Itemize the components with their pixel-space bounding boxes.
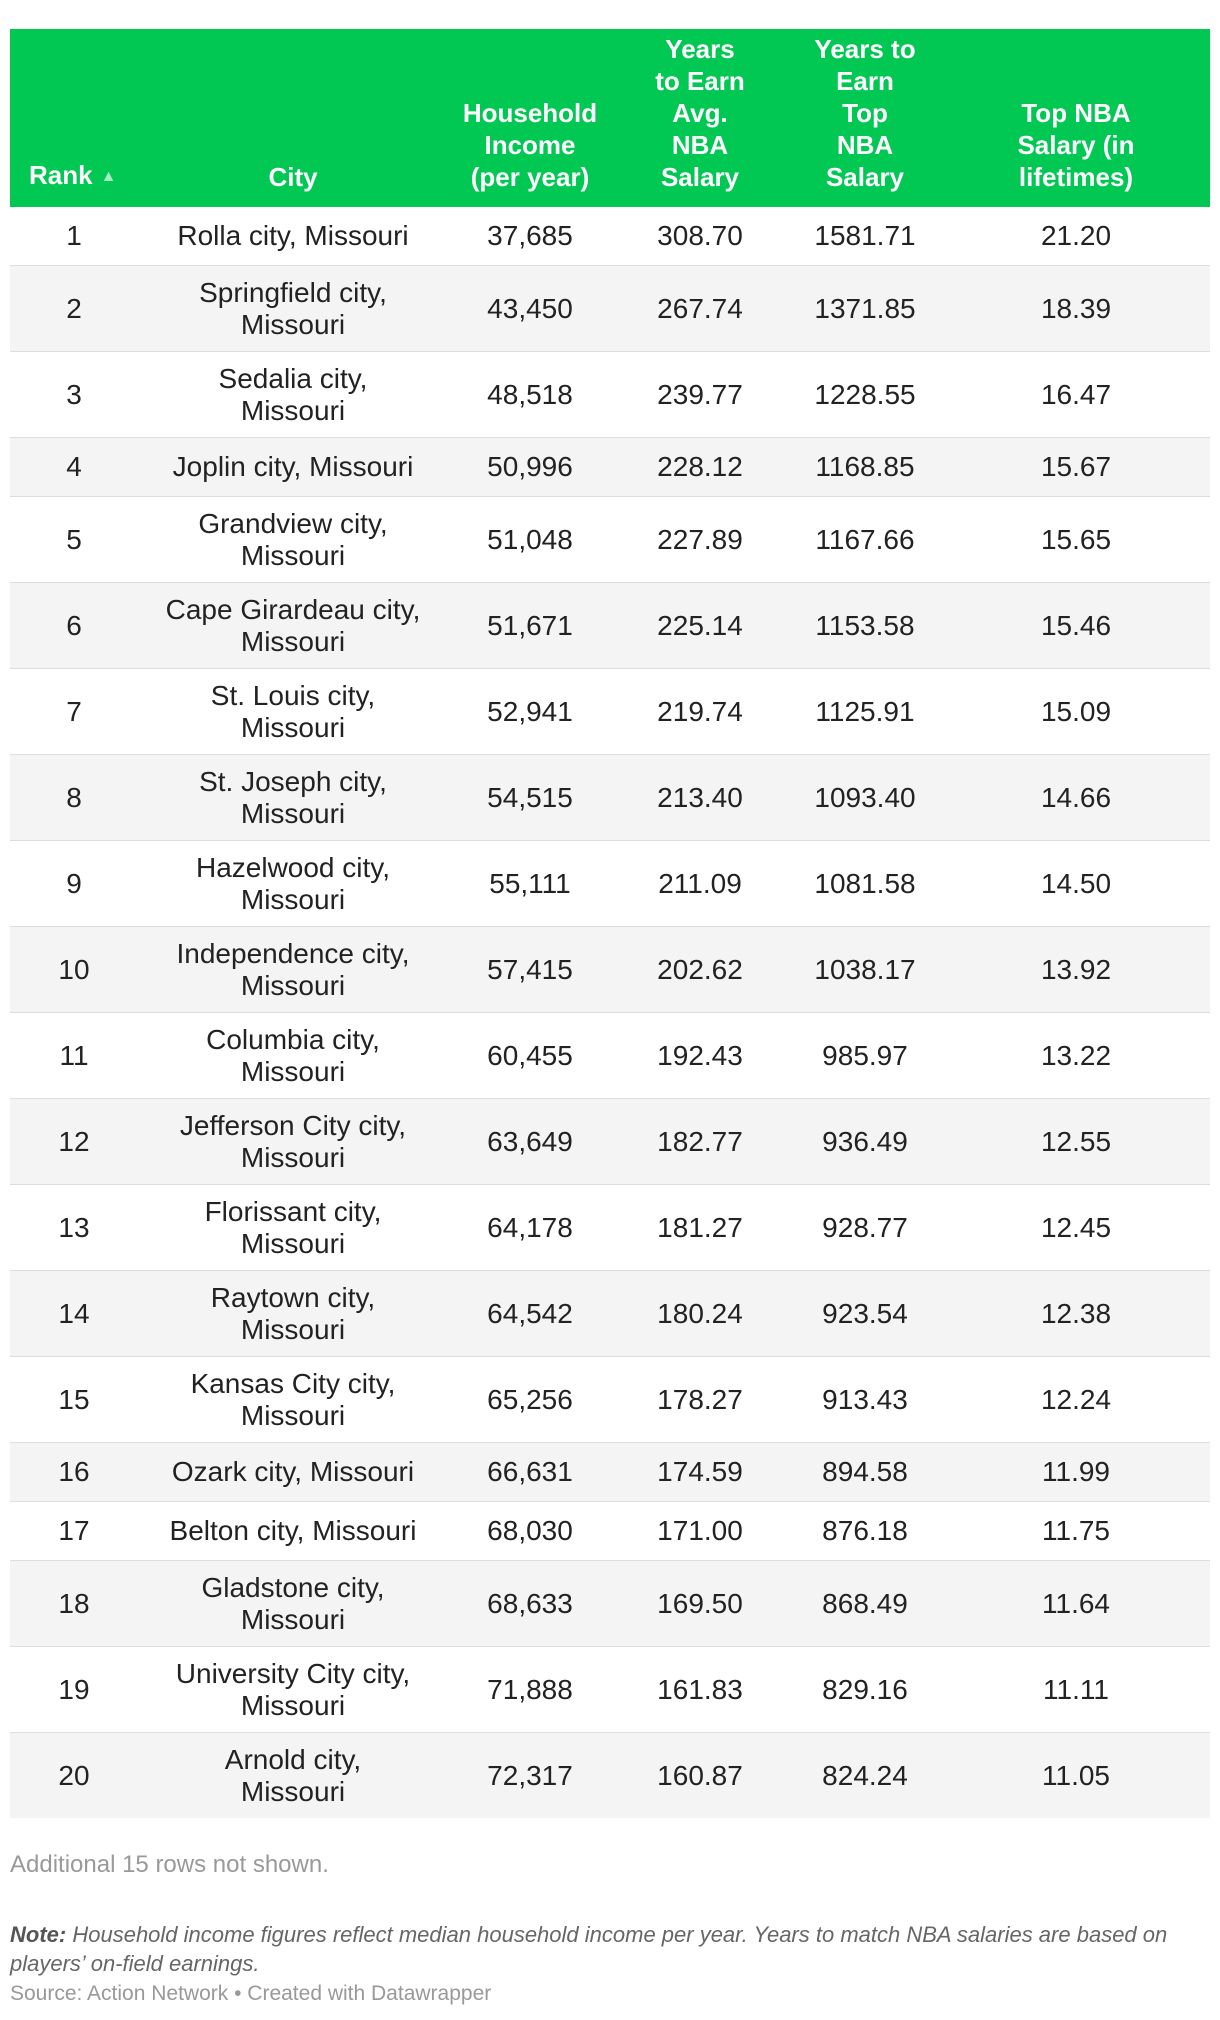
header-line: to Earn [655,66,745,96]
city-line: Cape Girardeau city, [165,593,421,625]
header-line: Earn [836,66,894,96]
avg-years-cell: 161.83 [612,1647,788,1733]
avg-years-cell: 228.12 [612,438,788,497]
avg-years-cell: 219.74 [612,669,788,755]
rank-cell: 15 [10,1357,138,1443]
income-cell: 37,685 [487,220,573,251]
table-row [10,352,1210,438]
lifetimes-cell: 12.55 [942,1099,1210,1185]
city-line: Missouri [240,1227,346,1259]
city-line: Belton city, Missouri [169,1515,417,1546]
rank-cell: 17 [10,1502,138,1561]
header-line: Top [842,98,888,128]
table-container [10,29,1210,1818]
header-line: Salary [660,162,740,192]
lifetimes-cell: 18.39 [942,266,1210,352]
lifetimes-cell: 11.64 [942,1561,1210,1647]
top-years-cell: 1167.66 [788,497,942,583]
table-row [10,755,1210,841]
rank-cell: 3 [10,352,138,438]
data-table [10,29,1210,1818]
income-cell: 43,450 [448,266,612,352]
top-years-cell: 1081.58 [788,841,942,927]
city-line: Springfield city, [199,276,387,308]
rank-cell: 11 [10,1013,138,1099]
city-line: Grandview city, [198,507,388,539]
avg-years-cell: 225.14 [612,583,788,669]
table-row [10,927,1210,1013]
lifetimes-cell: 14.66 [942,755,1210,841]
city-cell [138,1443,448,1502]
rank-cell: 13 [10,1185,138,1271]
city-cell [138,266,448,352]
avg-years-cell: 227.89 [612,497,788,583]
city-cell [138,841,448,927]
lifetimes-cell: 15.09 [942,669,1210,755]
city-line: Missouri [240,883,346,915]
top-years-cell: 824.24 [788,1733,942,1819]
city-line: Missouri [240,797,346,829]
header-line: Salary [825,162,905,192]
header-line: (per year) [470,162,590,192]
income-cell: 60,455 [448,1013,612,1099]
city-line: University City city, [175,1657,411,1689]
income-cell: 66,631 [448,1443,612,1502]
city-cell [138,927,448,1013]
header-top-years[interactable] [788,29,942,207]
top-years-cell: 1168.85 [788,438,942,497]
city-line: Missouri [240,1055,346,1087]
city-line: Missouri [240,308,346,340]
avg-years-cell: 192.43 [612,1013,788,1099]
avg-years-cell: 239.77 [612,352,788,438]
city-cell [138,1013,448,1099]
lifetimes-cell: 15.67 [942,438,1210,497]
avg-years-cell: 213.40 [612,755,788,841]
city-cell [138,1502,448,1561]
income-cell: 64,542 [448,1271,612,1357]
header-line: Years to [814,34,916,64]
table-row [10,1561,1210,1647]
header-line: NBA [836,130,894,160]
city-line: Missouri [240,1689,346,1721]
header-rank[interactable] [10,29,138,207]
table-row [10,207,1210,266]
city-cell [138,497,448,583]
city-line: Missouri [240,539,346,571]
city-cell [138,1733,448,1819]
header-line: lifetimes) [1018,162,1134,192]
city-cell [138,1271,448,1357]
table-row [10,1099,1210,1185]
table-row [10,1013,1210,1099]
city-line: Missouri [240,1141,346,1173]
rank-cell: 20 [10,1733,138,1819]
table-row [10,583,1210,669]
city-line: Columbia city, [206,1023,380,1055]
income-cell: 57,415 [448,927,612,1013]
table-row [10,266,1210,352]
avg-years-cell: 211.09 [612,841,788,927]
lifetimes-cell: 16.47 [942,352,1210,438]
lifetimes-cell: 11.99 [942,1443,1210,1502]
table-row [10,1733,1210,1819]
city-line: Missouri [240,711,346,743]
lifetimes-cell: 11.75 [942,1502,1210,1561]
income-cell: 55,111 [448,841,612,927]
income-cell: 71,888 [448,1647,612,1733]
rank-cell: 7 [10,669,138,755]
city-cell [138,583,448,669]
avg-years-cell: 182.77 [612,1099,788,1185]
top-years-cell: 1228.55 [788,352,942,438]
city-line: Rolla city, Missouri [177,220,409,251]
avg-years-cell: 202.62 [612,927,788,1013]
city-line: Missouri [240,625,346,657]
income-cell: 68,633 [448,1561,612,1647]
rank-cell: 4 [10,438,138,497]
table-row [10,841,1210,927]
avg-years-cell: 169.50 [612,1561,788,1647]
income-cell: 48,518 [448,352,612,438]
city-line: Missouri [240,969,346,1001]
city-line: Joplin city, Missouri [172,451,414,482]
income-cell: 65,256 [448,1357,612,1443]
income-cell: 51,048 [448,497,612,583]
sort-ascending-icon: ▲ [100,168,117,185]
city-line: St. Louis city, [210,679,376,711]
top-years-cell: 1153.58 [788,583,942,669]
top-years-cell: 894.58 [788,1443,942,1502]
rank-cell: 8 [10,755,138,841]
header-income[interactable] [448,29,612,207]
rank-cell: 1 [66,220,82,251]
table-body [10,207,1210,1818]
city-line: Arnold city, [224,1743,362,1775]
rank-cell: 16 [10,1443,138,1502]
city-line: Jefferson City city, [179,1109,407,1141]
city-cell [138,1185,448,1271]
avg-years-cell: 160.87 [612,1733,788,1819]
income-cell: 52,941 [448,669,612,755]
city-line: Gladstone city, [201,1571,385,1603]
rank-cell: 6 [10,583,138,669]
rank-cell: 19 [10,1647,138,1733]
city-line: Sedalia city, [218,362,368,394]
city-line: Florissant city, [204,1195,382,1227]
income-cell: 51,671 [448,583,612,669]
rank-cell: 14 [10,1271,138,1357]
city-cell [138,1099,448,1185]
city-cell [138,1561,448,1647]
lifetimes-cell: 13.22 [942,1013,1210,1099]
top-years-cell: 923.54 [788,1271,942,1357]
avg-years-cell: 171.00 [612,1502,788,1561]
income-cell: 54,515 [448,755,612,841]
city-cell [138,1647,448,1733]
top-years-cell: 1125.91 [788,669,942,755]
note-label: Note: [10,1922,67,1947]
rank-cell: 9 [10,841,138,927]
top-years-cell: 985.97 [788,1013,942,1099]
lifetimes-cell: 11.11 [942,1647,1210,1733]
city-line: Kansas City city, [190,1367,396,1399]
city-line: Raytown city, [210,1281,376,1313]
table-row [10,438,1210,497]
header-row [10,29,1210,207]
table-row [10,1647,1210,1733]
table-row [10,1185,1210,1271]
top-years-cell: 1093.40 [788,755,942,841]
lifetimes-cell: 13.92 [942,927,1210,1013]
top-years-cell: 829.16 [788,1647,942,1733]
city-line: Missouri [240,1603,346,1635]
header-line: Avg. [672,98,728,128]
avg-years-cell: 181.27 [612,1185,788,1271]
city-cell [138,1357,448,1443]
city-cell [138,438,448,497]
city-line: Missouri [240,394,346,426]
header-avg-years[interactable] [612,29,788,207]
top-years-cell: 1038.17 [788,927,942,1013]
top-years-cell: 913.43 [788,1357,942,1443]
lifetimes-cell: 15.46 [942,583,1210,669]
city-line: Missouri [240,1399,346,1431]
income-cell: 72,317 [448,1733,612,1819]
lifetimes-cell: 11.05 [942,1733,1210,1819]
header-line: Household [462,98,598,128]
top-years-cell: 928.77 [788,1185,942,1271]
rank-cell: 12 [10,1099,138,1185]
income-cell: 50,996 [448,438,612,497]
header-line: Income [484,130,576,160]
city-cell [138,207,448,266]
avg-years-cell: 180.24 [612,1271,788,1357]
lifetimes-cell: 15.65 [942,497,1210,583]
rank-cell: 10 [10,927,138,1013]
city-line: St. Joseph city, [199,765,387,797]
source-line: Source: Action Network • Created with Datawrapper [10,1982,492,2005]
header-line: NBA [671,130,729,160]
avg-years-cell: 267.74 [612,266,788,352]
rank-cell: 5 [10,497,138,583]
avg-years-cell: 174.59 [612,1443,788,1502]
city-cell [138,755,448,841]
table-row [10,1357,1210,1443]
city-cell [138,352,448,438]
top-years-cell: 868.49 [788,1561,942,1647]
lifetimes-cell: 12.24 [942,1357,1210,1443]
note [10,1920,1210,1978]
lifetimes-cell: 21.20 [1040,220,1112,251]
city-cell [138,669,448,755]
lifetimes-cell: 14.50 [942,841,1210,927]
income-cell: 63,649 [448,1099,612,1185]
header-rank-label: Rank [29,160,93,190]
city-line: Independence city, [176,937,410,969]
header-lifetimes[interactable] [942,29,1210,207]
avg-years-cell: 178.27 [612,1357,788,1443]
top-years-cell: 936.49 [788,1099,942,1185]
avg-years-cell: 308.70 [657,220,743,251]
table-row [10,1271,1210,1357]
header-city-label: City [268,162,318,192]
more-rows-note: Additional 15 rows not shown. [10,1851,329,1878]
rank-cell: 18 [10,1561,138,1647]
header-line: Years [665,34,735,64]
top-years-cell: 876.18 [788,1502,942,1561]
income-cell: 64,178 [448,1185,612,1271]
city-line: Missouri [240,1775,346,1807]
header-line: Salary (in [1017,130,1135,160]
city-line: Missouri [240,1313,346,1345]
rank-cell: 2 [10,266,138,352]
note-text: Household income figures reflect median household income per year. Years to match NBA salaries are based on players’ on-field earnings. [10,1922,1168,1976]
header-line: Top NBA [1021,98,1131,128]
lifetimes-cell: 12.38 [942,1271,1210,1357]
top-years-cell: 1371.85 [788,266,942,352]
header-city[interactable] [138,29,448,207]
table-row [10,669,1210,755]
city-line: Hazelwood city, [195,851,390,883]
lifetimes-cell: 12.45 [942,1185,1210,1271]
city-line: Ozark city, Missouri [171,1456,415,1487]
table-row [10,1443,1210,1502]
top-years-cell: 1581.71 [814,220,916,251]
table-row [10,497,1210,583]
income-cell: 68,030 [448,1502,612,1561]
table-row [10,1502,1210,1561]
